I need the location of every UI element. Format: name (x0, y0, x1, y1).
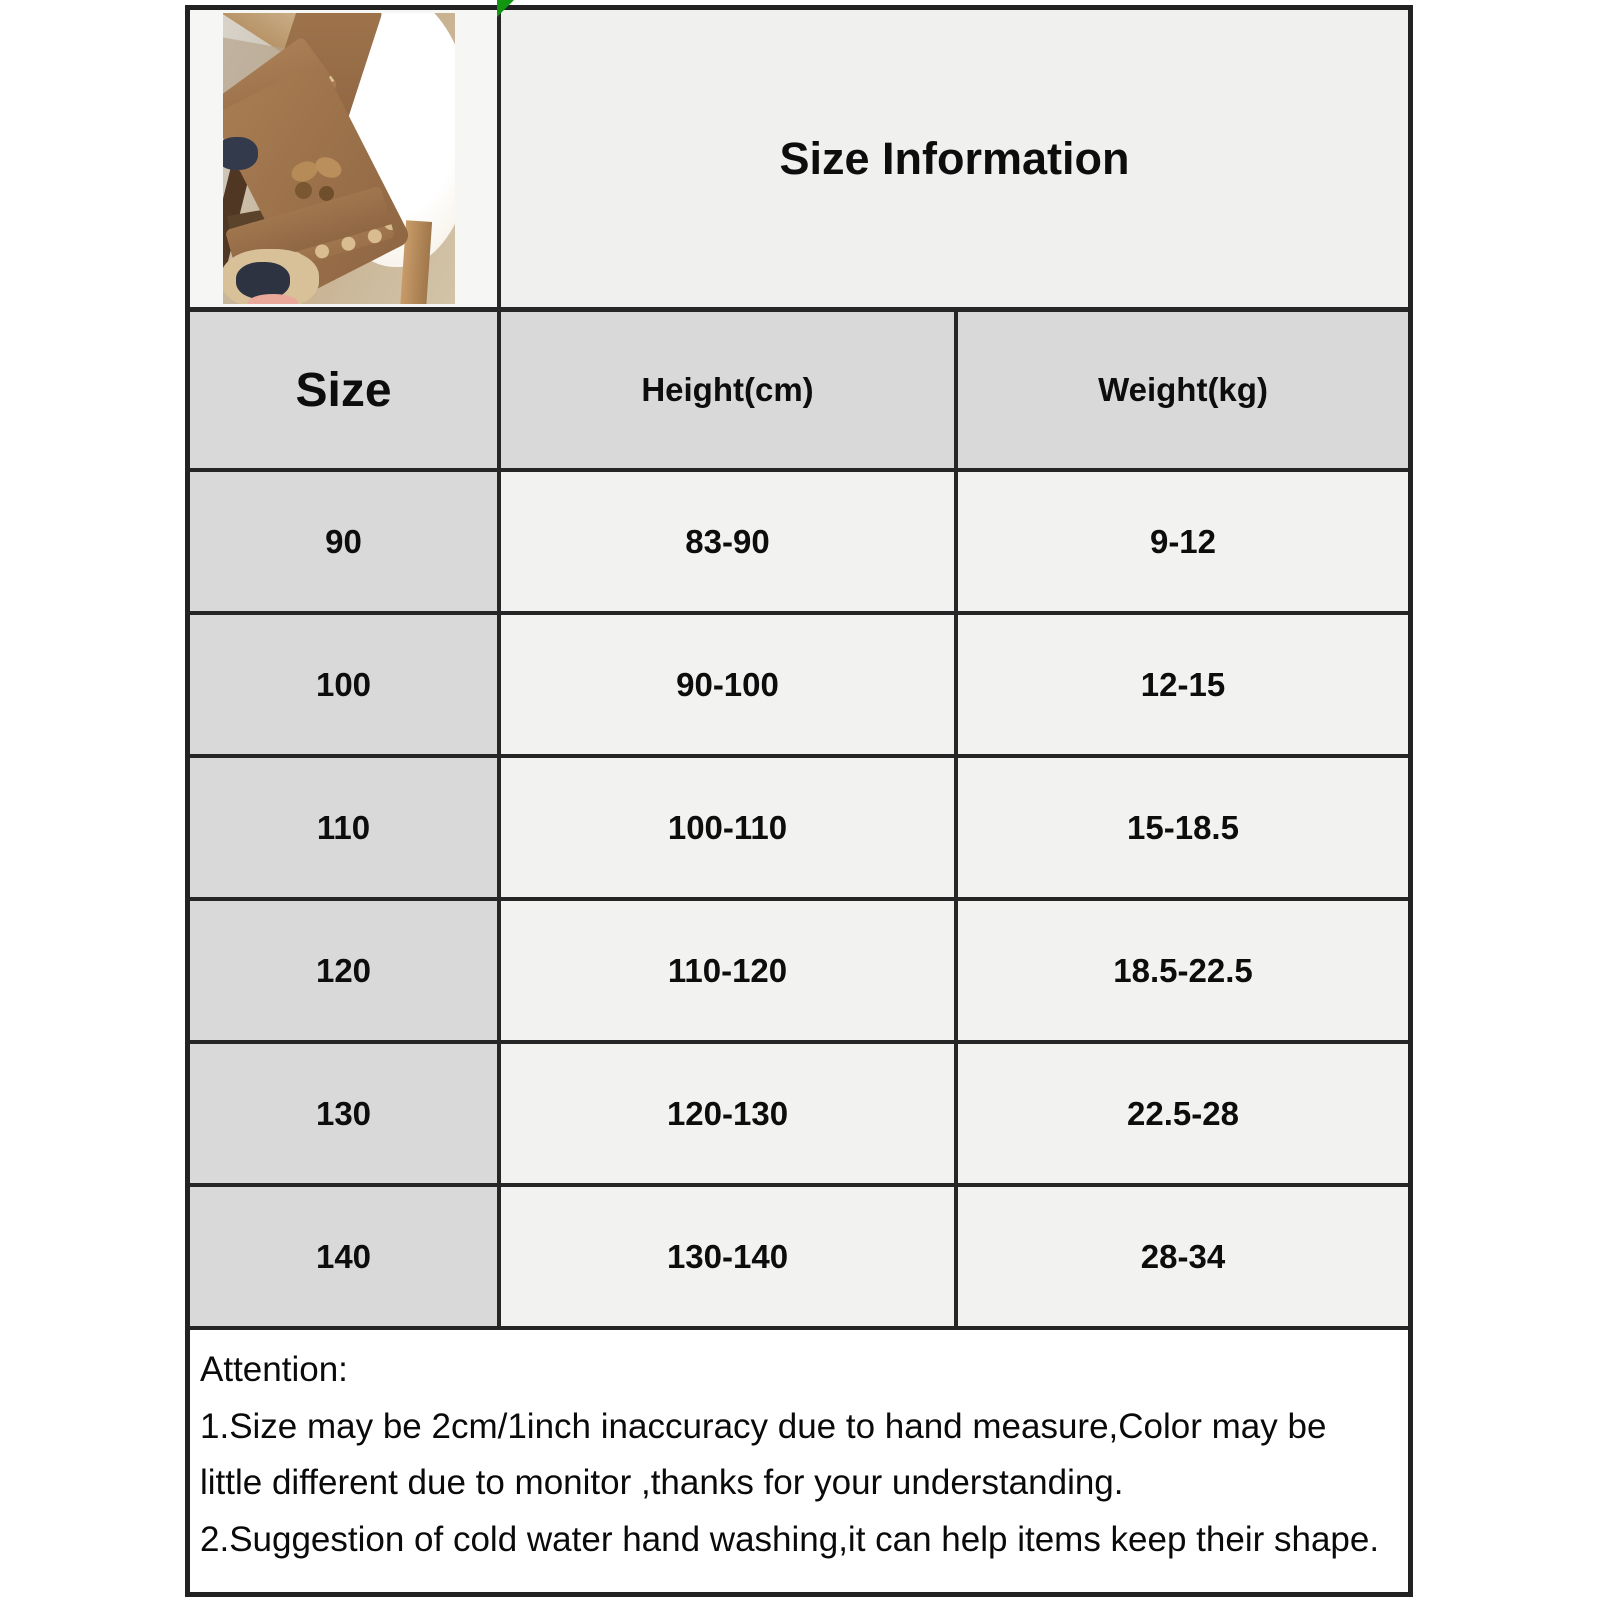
photo-shoe-shape (236, 262, 290, 299)
column-header-height: Height(cm) (501, 312, 958, 468)
photo-pompom-ball-shape (295, 182, 312, 199)
weight-cell: 12-15 (958, 615, 1408, 754)
height-cell: 120-130 (501, 1044, 958, 1183)
table-row (190, 1187, 1408, 1330)
weight-cell: 9-12 (958, 472, 1408, 611)
weight-cell: 22.5-28 (958, 1044, 1408, 1183)
table-row (190, 1044, 1408, 1187)
weight-cell: 18.5-22.5 (958, 901, 1408, 1040)
photo-hand-shape (248, 294, 298, 304)
product-photo (223, 13, 455, 304)
column-header-weight: Weight(kg) (958, 312, 1408, 468)
table-row (190, 472, 1408, 615)
top-section (190, 10, 1408, 312)
table-row (190, 901, 1408, 1044)
size-cell: 110 (190, 758, 501, 897)
size-cell: 100 (190, 615, 501, 754)
height-cell: 100-110 (501, 758, 958, 897)
attention-heading: Attention: (200, 1350, 348, 1389)
table-header-row (190, 312, 1408, 472)
size-cell: 120 (190, 901, 501, 1040)
height-cell: 83-90 (501, 472, 958, 611)
attention-note: 2.Suggestion of cold water hand washing,it can help items keep their shape. (200, 1520, 1380, 1560)
column-header-size: Size (190, 312, 501, 468)
title-cell (501, 10, 1408, 307)
weight-cell: 15-18.5 (958, 758, 1408, 897)
attention-section (190, 1330, 1408, 1592)
height-cell: 130-140 (501, 1187, 958, 1326)
size-cell: 140 (190, 1187, 501, 1326)
size-cell: 130 (190, 1044, 501, 1183)
page-title: Size Information (779, 132, 1130, 184)
photo-shoe-shape (223, 137, 258, 170)
attention-note: 1.Size may be 2cm/1inch inaccuracy due to hand measure,Color may be little different due to monitor ,thanks for your understanding. (200, 1406, 1327, 1503)
photo-pompom-ball-shape (319, 186, 334, 201)
size-cell: 90 (190, 472, 501, 611)
height-cell: 90-100 (501, 615, 958, 754)
green-corner-marker-icon (497, 0, 514, 17)
table-row (190, 758, 1408, 901)
size-chart-panel (185, 5, 1413, 1597)
weight-cell: 28-34 (958, 1187, 1408, 1326)
height-cell: 110-120 (501, 901, 958, 1040)
table-row (190, 615, 1408, 758)
product-photo-cell (190, 10, 501, 307)
